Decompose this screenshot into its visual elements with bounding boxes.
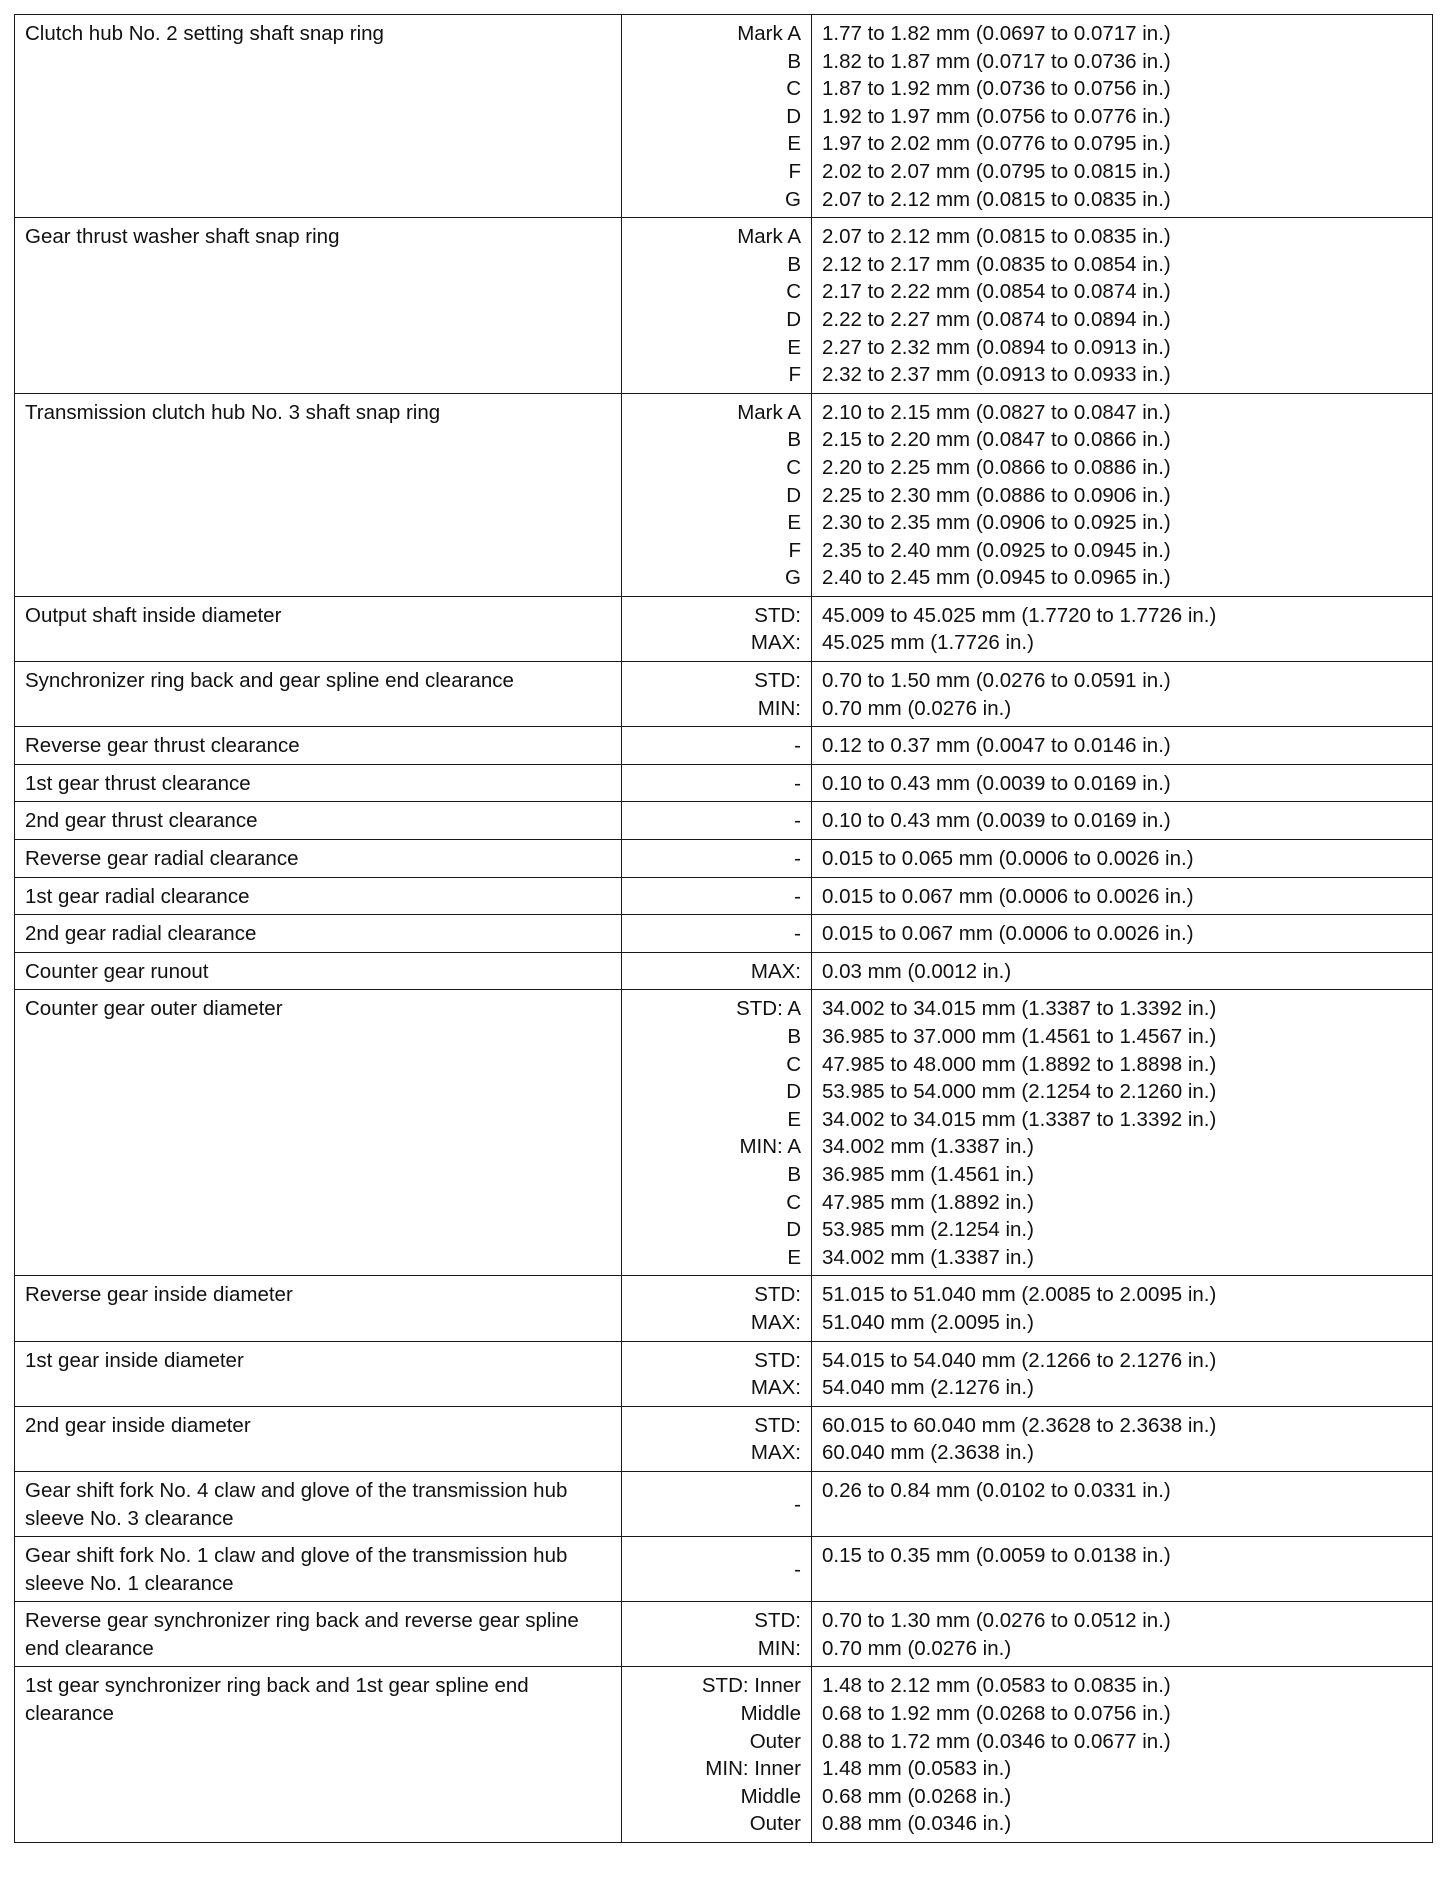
spec-item-cell bbox=[15, 1471, 622, 1536]
spec-mark-label: STD: bbox=[754, 1348, 801, 1372]
spec-row bbox=[15, 990, 1433, 1276]
spec-value: 60.015 to 60.040 mm (2.3628 to 2.3638 in.) bbox=[822, 1413, 1217, 1437]
spec-mark-label: - bbox=[794, 922, 801, 946]
spec-item-cell bbox=[15, 764, 622, 802]
spec-value: 0.70 mm (0.0276 in.) bbox=[822, 696, 1012, 720]
spec-row bbox=[15, 393, 1433, 596]
specification-table-body bbox=[15, 15, 1433, 1843]
spec-item-name: 1st gear thrust clearance bbox=[25, 771, 251, 795]
spec-mark-cell bbox=[622, 596, 812, 661]
spec-value: 51.040 mm (2.0095 in.) bbox=[822, 1310, 1034, 1334]
spec-item-name: Counter gear runout bbox=[25, 959, 209, 983]
spec-item-cell bbox=[15, 15, 622, 218]
spec-mark-cell bbox=[622, 1602, 812, 1667]
spec-value: 2.15 to 2.20 mm (0.0847 to 0.0866 in.) bbox=[822, 428, 1171, 452]
spec-mark-cell bbox=[622, 15, 812, 218]
spec-value-cell bbox=[812, 952, 1433, 990]
spec-row bbox=[15, 877, 1433, 915]
spec-mark-cell bbox=[622, 915, 812, 953]
spec-value: 47.985 mm (1.8892 in.) bbox=[822, 1190, 1034, 1214]
spec-mark-label: MIN: bbox=[757, 696, 801, 720]
spec-item-cell bbox=[15, 1537, 622, 1602]
spec-value: 0.10 to 0.43 mm (0.0039 to 0.0169 in.) bbox=[822, 809, 1171, 833]
spec-value-cell bbox=[812, 1537, 1433, 1602]
spec-mark-cell bbox=[622, 990, 812, 1276]
spec-mark-cell bbox=[622, 1406, 812, 1471]
spec-mark-label: G bbox=[785, 566, 801, 590]
spec-mark-label: STD: bbox=[754, 1609, 801, 1633]
spec-value-cell bbox=[812, 393, 1433, 596]
spec-mark-label: Middle bbox=[740, 1784, 801, 1808]
spec-item-cell bbox=[15, 952, 622, 990]
spec-mark-cell bbox=[622, 662, 812, 727]
spec-item-name: Reverse gear radial clearance bbox=[25, 847, 299, 871]
spec-value-cell bbox=[812, 15, 1433, 218]
spec-value: 2.30 to 2.35 mm (0.0906 to 0.0925 in.) bbox=[822, 511, 1171, 535]
spec-value-cell bbox=[812, 1341, 1433, 1406]
spec-value: 53.985 mm (2.1254 in.) bbox=[822, 1218, 1034, 1242]
spec-row bbox=[15, 15, 1433, 218]
spec-mark-label: STD: bbox=[754, 1283, 801, 1307]
spec-mark-label: D bbox=[786, 307, 801, 331]
spec-item-name: Gear shift fork No. 1 claw and glove of the transmission hub sleeve No. 1 clearance bbox=[25, 1544, 568, 1595]
spec-value: 2.27 to 2.32 mm (0.0894 to 0.0913 in.) bbox=[822, 335, 1171, 359]
spec-item-name: 2nd gear thrust clearance bbox=[25, 809, 258, 833]
spec-mark-label: MAX: bbox=[750, 959, 801, 983]
spec-item-cell bbox=[15, 802, 622, 840]
spec-mark-label: MAX: bbox=[750, 1310, 801, 1334]
spec-value: 0.015 to 0.067 mm (0.0006 to 0.0026 in.) bbox=[822, 922, 1194, 946]
spec-mark-label: E bbox=[787, 335, 801, 359]
spec-mark-cell bbox=[622, 802, 812, 840]
spec-value: 0.68 to 1.92 mm (0.0268 to 0.0756 in.) bbox=[822, 1702, 1171, 1726]
spec-value-cell bbox=[812, 1276, 1433, 1341]
spec-item-name: 2nd gear radial clearance bbox=[25, 922, 257, 946]
spec-item-cell bbox=[15, 1406, 622, 1471]
spec-mark-label: E bbox=[787, 1107, 801, 1131]
spec-mark-label: STD: bbox=[754, 1413, 801, 1437]
spec-mark-cell bbox=[622, 727, 812, 765]
spec-row bbox=[15, 1341, 1433, 1406]
spec-value: 2.17 to 2.22 mm (0.0854 to 0.0874 in.) bbox=[822, 280, 1171, 304]
spec-mark-label: Outer bbox=[749, 1812, 801, 1836]
spec-mark-label: B bbox=[787, 428, 801, 452]
spec-value: 0.015 to 0.065 mm (0.0006 to 0.0026 in.) bbox=[822, 847, 1194, 871]
spec-mark-label: - bbox=[794, 1557, 801, 1581]
spec-row bbox=[15, 1602, 1433, 1667]
spec-value: 2.12 to 2.17 mm (0.0835 to 0.0854 in.) bbox=[822, 252, 1171, 276]
spec-mark-label: MIN: Inner bbox=[705, 1757, 801, 1781]
spec-mark-label: Middle bbox=[740, 1702, 801, 1726]
spec-value: 0.12 to 0.37 mm (0.0047 to 0.0146 in.) bbox=[822, 734, 1171, 758]
spec-value-cell bbox=[812, 727, 1433, 765]
spec-item-name: Transmission clutch hub No. 3 shaft snap ring bbox=[25, 400, 441, 424]
spec-mark-label: D bbox=[786, 104, 801, 128]
spec-mark-label: - bbox=[794, 847, 801, 871]
spec-value: 2.07 to 2.12 mm (0.0815 to 0.0835 in.) bbox=[822, 187, 1171, 211]
spec-mark-label: E bbox=[787, 1245, 801, 1269]
spec-row bbox=[15, 1276, 1433, 1341]
spec-row bbox=[15, 1667, 1433, 1843]
spec-mark-label: - bbox=[794, 771, 801, 795]
spec-value: 2.40 to 2.45 mm (0.0945 to 0.0965 in.) bbox=[822, 566, 1171, 590]
spec-value: 2.22 to 2.27 mm (0.0874 to 0.0894 in.) bbox=[822, 307, 1171, 331]
spec-value: 1.82 to 1.87 mm (0.0717 to 0.0736 in.) bbox=[822, 49, 1171, 73]
spec-value-cell bbox=[812, 1406, 1433, 1471]
spec-mark-label: F bbox=[788, 363, 801, 387]
spec-item-name: Synchronizer ring back and gear spline end clearance bbox=[25, 669, 514, 693]
spec-value: 2.35 to 2.40 mm (0.0925 to 0.0945 in.) bbox=[822, 538, 1171, 562]
spec-mark-label: MAX: bbox=[750, 1441, 801, 1465]
spec-mark-label: E bbox=[787, 132, 801, 156]
spec-item-cell bbox=[15, 1341, 622, 1406]
spec-mark-label: F bbox=[788, 159, 801, 183]
spec-value: 0.015 to 0.067 mm (0.0006 to 0.0026 in.) bbox=[822, 884, 1194, 908]
spec-mark-label: B bbox=[787, 49, 801, 73]
spec-mark-cell bbox=[622, 1341, 812, 1406]
spec-value-cell bbox=[812, 990, 1433, 1276]
spec-value: 0.88 to 1.72 mm (0.0346 to 0.0677 in.) bbox=[822, 1729, 1171, 1753]
spec-mark-label: C bbox=[786, 455, 801, 479]
spec-mark-label: STD: bbox=[754, 603, 801, 627]
spec-item-name: Counter gear outer diameter bbox=[25, 997, 283, 1021]
spec-value: 0.10 to 0.43 mm (0.0039 to 0.0169 in.) bbox=[822, 771, 1171, 795]
spec-value: 2.25 to 2.30 mm (0.0886 to 0.0906 in.) bbox=[822, 483, 1171, 507]
spec-item-name: Gear thrust washer shaft snap ring bbox=[25, 225, 340, 249]
spec-mark-label: Mark A bbox=[737, 400, 801, 424]
spec-value: 2.32 to 2.37 mm (0.0913 to 0.0933 in.) bbox=[822, 363, 1171, 387]
spec-row bbox=[15, 1406, 1433, 1471]
spec-mark-label: Outer bbox=[749, 1729, 801, 1753]
spec-item-cell bbox=[15, 218, 622, 394]
specification-table bbox=[14, 14, 1433, 1843]
spec-row bbox=[15, 952, 1433, 990]
spec-item-cell bbox=[15, 393, 622, 596]
spec-item-name: Reverse gear synchronizer ring back and reverse gear spline end clearance bbox=[25, 1609, 579, 1660]
spec-value-cell bbox=[812, 1667, 1433, 1843]
spec-mark-label: - bbox=[794, 809, 801, 833]
spec-item-cell bbox=[15, 840, 622, 878]
spec-value: 1.48 to 2.12 mm (0.0583 to 0.0835 in.) bbox=[822, 1674, 1171, 1698]
spec-mark-label: B bbox=[787, 1025, 801, 1048]
spec-row bbox=[15, 727, 1433, 765]
spec-value: 47.985 to 48.000 mm (1.8892 to 1.8898 in.) bbox=[822, 1052, 1217, 1076]
spec-value: 60.040 mm (2.3638 in.) bbox=[822, 1441, 1034, 1465]
spec-row bbox=[15, 840, 1433, 878]
spec-item-name: Reverse gear thrust clearance bbox=[25, 734, 300, 758]
spec-value-cell bbox=[812, 915, 1433, 953]
spec-item-name: Clutch hub No. 2 setting shaft snap ring bbox=[25, 22, 384, 45]
spec-value: 0.68 mm (0.0268 in.) bbox=[822, 1784, 1012, 1808]
spec-mark-label: MAX: bbox=[750, 1376, 801, 1400]
spec-value: 0.70 to 1.30 mm (0.0276 to 0.0512 in.) bbox=[822, 1609, 1171, 1633]
spec-row bbox=[15, 218, 1433, 394]
spec-mark-label: D bbox=[786, 1218, 801, 1242]
spec-mark-cell bbox=[622, 1276, 812, 1341]
spec-item-cell bbox=[15, 727, 622, 765]
spec-item-cell bbox=[15, 915, 622, 953]
spec-mark-label: B bbox=[787, 1162, 801, 1186]
spec-value: 1.97 to 2.02 mm (0.0776 to 0.0795 in.) bbox=[822, 132, 1171, 156]
spec-value: 1.92 to 1.97 mm (0.0756 to 0.0776 in.) bbox=[822, 104, 1171, 128]
spec-row bbox=[15, 662, 1433, 727]
spec-value: 1.77 to 1.82 mm (0.0697 to 0.0717 in.) bbox=[822, 22, 1171, 45]
spec-value: 1.87 to 1.92 mm (0.0736 to 0.0756 in.) bbox=[822, 77, 1171, 101]
spec-mark-label: STD: bbox=[754, 669, 801, 693]
spec-row bbox=[15, 1471, 1433, 1536]
spec-value-cell bbox=[812, 877, 1433, 915]
spec-mark-label: Mark A bbox=[737, 225, 801, 249]
spec-value: 0.15 to 0.35 mm (0.0059 to 0.0138 in.) bbox=[822, 1544, 1171, 1568]
spec-value: 53.985 to 54.000 mm (2.1254 to 2.1260 in.) bbox=[822, 1080, 1217, 1104]
spec-row bbox=[15, 764, 1433, 802]
spec-row bbox=[15, 915, 1433, 953]
spec-mark-label: E bbox=[787, 511, 801, 535]
spec-mark-cell bbox=[622, 1537, 812, 1602]
spec-mark-label: - bbox=[794, 734, 801, 758]
spec-mark-cell bbox=[622, 218, 812, 394]
spec-mark-label: MIN: A bbox=[739, 1135, 801, 1159]
spec-value-cell bbox=[812, 218, 1433, 394]
spec-mark-cell bbox=[622, 393, 812, 596]
spec-value: 1.48 mm (0.0583 in.) bbox=[822, 1757, 1012, 1781]
spec-mark-cell bbox=[622, 1471, 812, 1536]
spec-value: 45.025 mm (1.7726 in.) bbox=[822, 631, 1034, 655]
spec-value: 36.985 to 37.000 mm (1.4561 to 1.4567 in.) bbox=[822, 1025, 1217, 1048]
spec-item-name: 1st gear synchronizer ring back and 1st gear spline end clearance bbox=[25, 1674, 529, 1726]
spec-value-cell bbox=[812, 662, 1433, 727]
spec-item-name: 1st gear radial clearance bbox=[25, 884, 250, 908]
spec-value: 51.015 to 51.040 mm (2.0085 to 2.0095 in.) bbox=[822, 1283, 1217, 1307]
spec-mark-label: B bbox=[787, 252, 801, 276]
spec-item-name: 2nd gear inside diameter bbox=[25, 1413, 251, 1437]
spec-value: 36.985 mm (1.4561 in.) bbox=[822, 1162, 1034, 1186]
spec-mark-label: MIN: bbox=[757, 1636, 801, 1660]
spec-value: 34.002 to 34.015 mm (1.3387 to 1.3392 in.) bbox=[822, 1107, 1217, 1131]
spec-value-cell bbox=[812, 1602, 1433, 1667]
spec-mark-label: C bbox=[786, 1190, 801, 1214]
spec-mark-label: D bbox=[786, 483, 801, 507]
spec-value: 34.002 to 34.015 mm (1.3387 to 1.3392 in.) bbox=[822, 997, 1217, 1021]
spec-item-cell bbox=[15, 1276, 622, 1341]
spec-mark-label: C bbox=[786, 280, 801, 304]
spec-value: 34.002 mm (1.3387 in.) bbox=[822, 1135, 1034, 1159]
spec-mark-cell bbox=[622, 840, 812, 878]
spec-mark-label: - bbox=[794, 1492, 801, 1516]
spec-value: 2.10 to 2.15 mm (0.0827 to 0.0847 in.) bbox=[822, 400, 1171, 424]
spec-value-cell bbox=[812, 1471, 1433, 1536]
spec-value: 2.02 to 2.07 mm (0.0795 to 0.0815 in.) bbox=[822, 159, 1171, 183]
spec-row bbox=[15, 1537, 1433, 1602]
spec-value: 2.20 to 2.25 mm (0.0866 to 0.0886 in.) bbox=[822, 455, 1171, 479]
spec-item-cell bbox=[15, 1602, 622, 1667]
spec-mark-label: F bbox=[788, 538, 801, 562]
spec-item-name: Reverse gear inside diameter bbox=[25, 1283, 293, 1307]
spec-mark-label: C bbox=[786, 77, 801, 101]
spec-mark-label: C bbox=[786, 1052, 801, 1076]
spec-value: 0.70 mm (0.0276 in.) bbox=[822, 1636, 1012, 1660]
spec-value: 54.015 to 54.040 mm (2.1266 to 2.1276 in.) bbox=[822, 1348, 1217, 1372]
spec-mark-label: STD: Inner bbox=[701, 1674, 801, 1698]
spec-item-cell bbox=[15, 662, 622, 727]
spec-mark-cell bbox=[622, 877, 812, 915]
spec-value: 2.07 to 2.12 mm (0.0815 to 0.0835 in.) bbox=[822, 225, 1171, 249]
spec-mark-cell bbox=[622, 952, 812, 990]
spec-item-cell bbox=[15, 990, 622, 1276]
spec-item-name: Gear shift fork No. 4 claw and glove of the transmission hub sleeve No. 3 clearance bbox=[25, 1478, 568, 1530]
spec-item-cell bbox=[15, 1667, 622, 1843]
spec-value: 0.26 to 0.84 mm (0.0102 to 0.0331 in.) bbox=[822, 1478, 1171, 1502]
spec-value-cell bbox=[812, 802, 1433, 840]
spec-mark-label: Mark A bbox=[737, 22, 801, 45]
spec-mark-cell bbox=[622, 1667, 812, 1843]
spec-mark-label: MAX: bbox=[750, 631, 801, 655]
spec-value-cell bbox=[812, 764, 1433, 802]
spec-value-cell bbox=[812, 840, 1433, 878]
spec-value: 0.88 mm (0.0346 in.) bbox=[822, 1812, 1012, 1836]
spec-value: 0.70 to 1.50 mm (0.0276 to 0.0591 in.) bbox=[822, 669, 1171, 693]
spec-mark-label: STD: A bbox=[736, 997, 801, 1021]
spec-row bbox=[15, 596, 1433, 661]
spec-value: 54.040 mm (2.1276 in.) bbox=[822, 1376, 1034, 1400]
spec-item-cell bbox=[15, 877, 622, 915]
spec-mark-label: G bbox=[785, 187, 801, 211]
spec-mark-label: D bbox=[786, 1080, 801, 1104]
spec-item-name: Output shaft inside diameter bbox=[25, 603, 282, 627]
spec-row bbox=[15, 802, 1433, 840]
spec-mark-label: - bbox=[794, 884, 801, 908]
spec-value-cell bbox=[812, 596, 1433, 661]
spec-item-name: 1st gear inside diameter bbox=[25, 1348, 244, 1372]
spec-mark-cell bbox=[622, 764, 812, 802]
spec-value: 34.002 mm (1.3387 in.) bbox=[822, 1245, 1034, 1269]
spec-item-cell bbox=[15, 596, 622, 661]
spec-value: 45.009 to 45.025 mm (1.7720 to 1.7726 in.) bbox=[822, 603, 1217, 627]
spec-value: 0.03 mm (0.0012 in.) bbox=[822, 959, 1012, 983]
